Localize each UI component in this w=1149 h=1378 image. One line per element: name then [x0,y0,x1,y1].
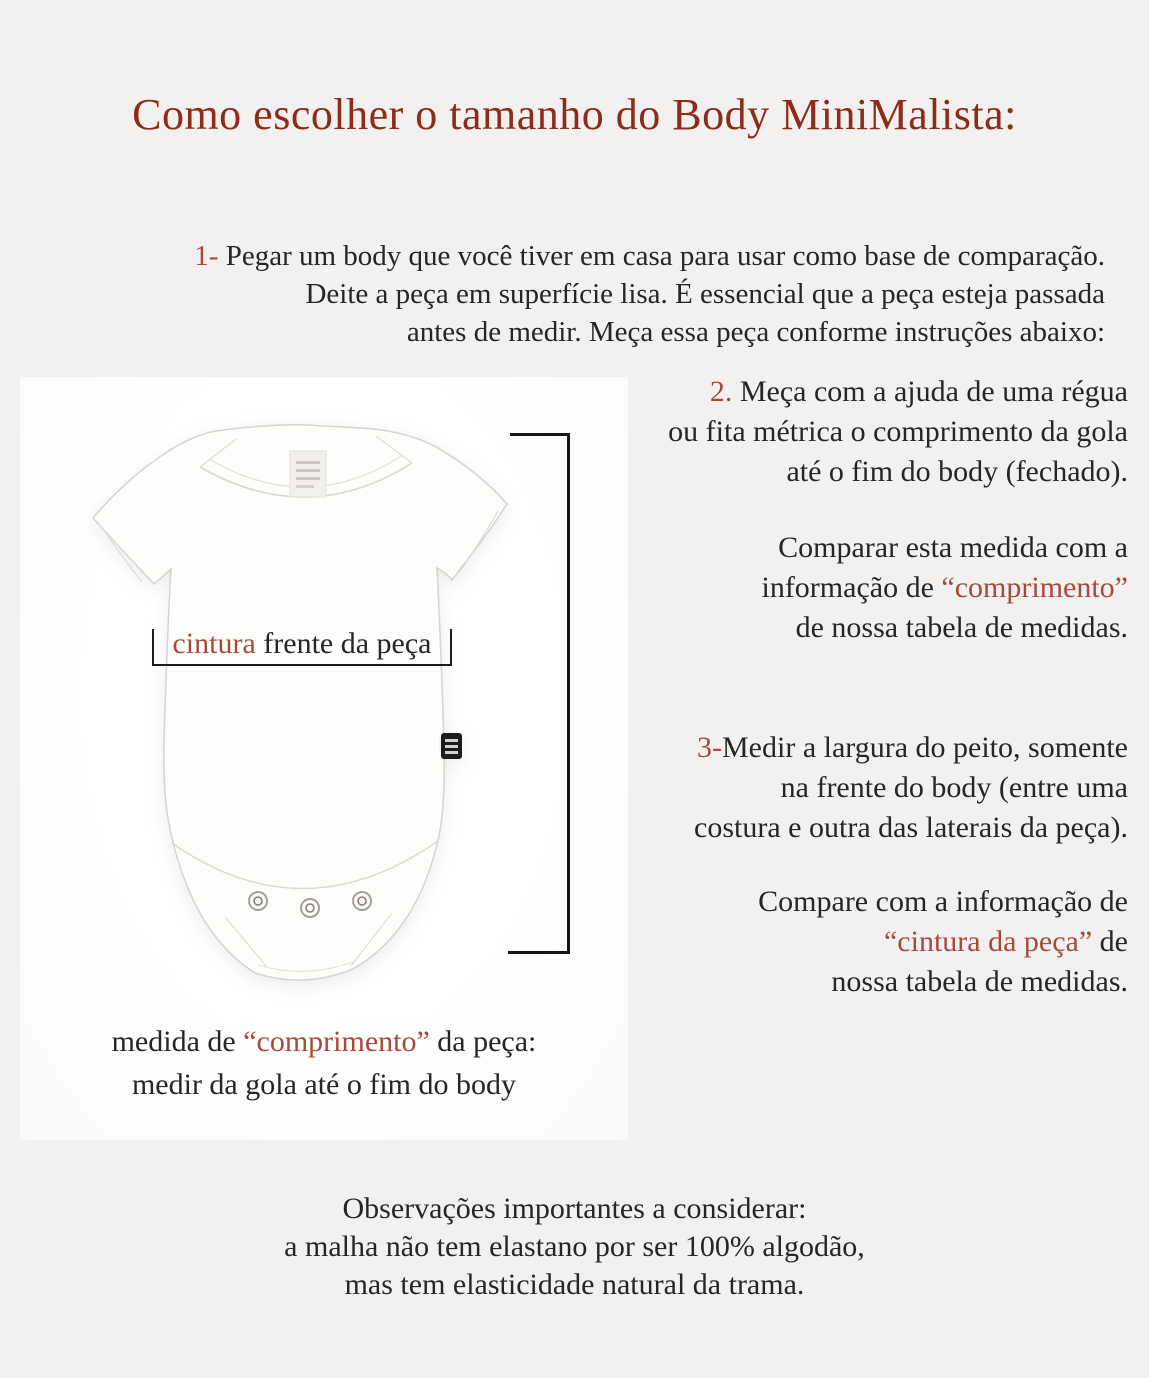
brand-tag [439,733,462,759]
step1-line3: antes de medir. Meça essa peça conforme instruções abaixo: [406,316,1105,348]
compare-length-text [608,528,1128,648]
comprimento-measure-tick-top [510,433,568,436]
compare-width-line2 [608,922,1128,962]
compare-width-line1: Compare com a informação de [758,885,1128,918]
bodysuit-shape [93,425,507,980]
step1-line1 [85,237,1105,275]
cintura-label [152,627,452,661]
step1-text [85,237,1105,351]
photo-caption-line1 [20,1020,628,1063]
notes-line3: mas tem elasticidade natural da trama. [344,1268,805,1301]
comprimento-measure-tick-bottom [508,951,568,954]
step2-text [608,372,1128,492]
compare-length-line2 [608,568,1128,608]
page-title: Como escolher o tamanho do Body MiniMalista: [132,90,1017,139]
caption-pre: medida de [111,1025,244,1058]
compare-width-line3: nossa tabela de medidas. [831,965,1128,998]
photo-caption [20,1020,628,1106]
step1-number: 1- [194,240,219,272]
bodysuit-photo [20,377,628,1140]
important-notes [0,1190,1149,1304]
caption-accent: “comprimento” [243,1025,430,1058]
step3-line2: na frente do body (entre uma [780,771,1128,804]
neck-label [290,451,326,497]
comprimento-measure-line [567,433,570,954]
compare-width-accent: “cintura da peça” [883,925,1093,958]
notes-line2: a malha não tem elastano por ser 100% algodão, [284,1230,865,1263]
step2-line1-text: Meça com a ajuda de uma régua [732,375,1128,408]
compare-length-line1: Comparar esta medida com a [778,531,1128,564]
notes-line1: Observações importantes a considerar: [342,1192,807,1225]
photo-caption-line2: medir da gola até o fim do body [131,1068,517,1101]
compare-width-text [608,882,1128,1002]
step3-line3: costura e outra das laterais da peça). [694,811,1128,844]
step1-line2: Deite a peça em superfície lisa. É essencial que a peça esteja passada [305,278,1105,310]
step1-line1-text: Pegar um body que você tiver em casa para usar como base de comparação. [218,240,1105,272]
cintura-label-accent: cintura [172,627,256,660]
step3-line1-text: Medir a largura do peito, somente [722,731,1128,764]
step3-text [608,728,1128,848]
compare-width-line2-post: de [1092,925,1128,958]
step3-number: 3- [697,731,722,764]
cintura-measure-line [152,664,452,666]
caption-post: da peça: [429,1025,537,1058]
compare-length-line3: de nossa tabela de medidas. [795,611,1128,644]
step3-line1 [608,728,1128,768]
step2-line2: ou fita métrica o comprimento da gola [668,415,1128,448]
step2-line3: até o fim do body (fechado). [786,455,1128,488]
step2-line1 [608,372,1128,412]
step2-number: 2. [709,375,733,408]
compare-length-accent: “comprimento” [941,571,1128,604]
compare-length-line2-pre: informação de [761,571,942,604]
cintura-label-rest: frente da peça [255,627,432,660]
